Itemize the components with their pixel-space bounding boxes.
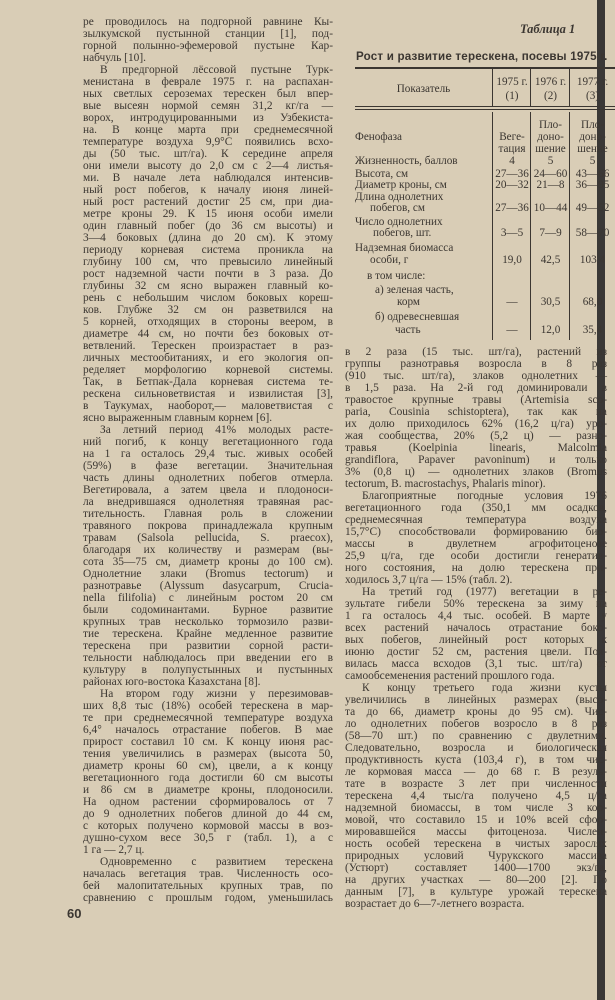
row-label: Диаметр кроны, см — [355, 179, 447, 191]
text-line: сравнению с прошлым годом, уменьшилась — [83, 892, 333, 904]
text-line: Благоприятные погодные условия 1976 — [362, 490, 607, 502]
cell-value: 30,5 — [540, 296, 561, 308]
text-line: ворох, интродуцированными из Узбекиста- — [83, 112, 333, 124]
text-line: данным [7], в культуре урожай терескена — [345, 886, 607, 898]
paragraph — [83, 688, 333, 856]
text-line: массы в двулетнем агрофитоценозе — [345, 538, 607, 550]
row-label: Высота, см — [355, 168, 409, 180]
text-line: тительность. Главная роль в сложении — [83, 508, 333, 520]
text-line: культуру в полупустынных и пустынных — [83, 664, 333, 676]
cell-value: Пло- — [581, 119, 604, 131]
text-line: набчуль [10]. — [83, 52, 146, 64]
table-title: Рост и развитие терескена, посевы 1975 г. — [356, 50, 608, 63]
cell-value: — — [506, 324, 518, 336]
text-line: самообсеменения растений прошлого года. — [345, 670, 555, 682]
text-line: ных светлых сероземах терескен был впер- — [83, 88, 333, 100]
text-line: крупных трав несколько тормозило разви- — [83, 616, 333, 628]
text-line: природных условий Чурукского массива — [345, 850, 607, 862]
data-table — [350, 60, 610, 350]
text-line: та до 66, диаметр кроны до 95 см). Чис- — [345, 706, 607, 718]
text-line: ный рост растений достиг 25 см, при диа- — [83, 196, 333, 208]
text-line: ределяет морфологию корневой системы. — [83, 364, 333, 376]
text-line: nella filifolia) с линейным ростом 20 см — [83, 592, 333, 604]
text-line: жая сообщества, 20% (5,2 ц) — разно- — [345, 430, 607, 442]
text-line: tectorum, B. macrostachys, Phalaris minor). — [345, 478, 546, 490]
text-line: в 2 раза (15 тыс. шт/га), растений из — [345, 346, 607, 358]
cell-value: 49—52 — [575, 202, 610, 214]
text-line: на. В конце марта при среднемесячной — [83, 124, 333, 136]
cell-value: доно- — [579, 131, 606, 143]
text-line: началась вегетация трав. Численность осо- — [83, 868, 333, 880]
text-line: На третий год (1977) вегетации в ре- — [362, 586, 607, 598]
text-line: мировавшейся массы фитоценоза. Числен- — [345, 826, 607, 838]
text-line: они имели высоту до 2,0 см с 2—4 листья- — [83, 160, 333, 172]
text-line: менистана в феврале 1975 г. на распахан- — [83, 76, 333, 88]
text-line: (58—70 шт.) по сравнению с двулетними. — [345, 730, 607, 742]
text-line: благодаря их количеству и размерам (вы- — [83, 544, 333, 556]
text-line: За летний период 41% молодых расте- — [100, 424, 333, 436]
text-line: один главный побег (до 36 см высоты) и — [83, 220, 333, 232]
text-line: надземной биомассы, в том числе 3 кор- — [345, 802, 607, 814]
text-line: 15,7°С) способствовали формированию био- — [345, 526, 607, 538]
text-line: ветвлений. Терескен произрастает в раз- — [83, 340, 333, 352]
text-line: горной полынно-эфемеровой пустыне Кар- — [83, 40, 333, 52]
text-line: вых побегов, линейный рост которых к — [345, 634, 607, 646]
paragraph — [83, 856, 333, 904]
right-text-column — [345, 346, 607, 910]
text-line: 3% (0,8 ц) — однолетних злаков (Bromus — [345, 466, 607, 478]
cell-value: доно- — [537, 131, 564, 143]
row-label: Число однолетних — [355, 216, 443, 228]
text-line: ний погиб, к концу вегетационного года — [83, 436, 333, 448]
column-header: (3) — [585, 90, 600, 102]
text-line: ность особей терескена в чистых зарослях — [345, 838, 607, 850]
text-line: в Таукумах, наоборот,— маловетвистая с — [83, 400, 333, 412]
text-line: группы разнотравья возросла в 8 раз — [345, 358, 607, 370]
cell-value: Пло- — [539, 119, 562, 131]
row-label: побегов, см — [370, 202, 425, 214]
text-line: (59%) в фазе вегетации. Значительная — [83, 460, 333, 472]
row-label: побегов, шт. — [373, 227, 432, 239]
text-line: рескена сильноветвистая и извилистая [3], — [83, 388, 333, 400]
text-line: ми. В начале лета наблюдался интенсив- — [83, 172, 333, 184]
text-line: тельности наблюдалось при введении его в — [83, 652, 333, 664]
cell-value: 36—95 — [575, 179, 610, 191]
cell-value: 27—36 — [495, 168, 529, 180]
text-line: (Устюрт) составляет 1400—1700 экз/га, — [345, 862, 607, 874]
cell-value: 24—60 — [533, 168, 568, 180]
text-line: диаметр кроны 60 см), цвели, а к концу — [83, 760, 333, 772]
row-label: часть — [395, 324, 421, 336]
column-header: (1) — [505, 90, 519, 102]
text-line: В предгорной лёссовой пустыне Турк- — [100, 64, 333, 76]
page-number: 60 — [67, 906, 82, 921]
text-line: травостое крупные травы (Artemisia sco- — [345, 394, 607, 406]
text-line: были содоминантами. Бурное развитие — [83, 604, 333, 616]
text-line: ного состояния, на долю терескена при- — [345, 562, 607, 574]
text-line: температуре воздуха 9,9°С появились всхо- — [83, 136, 333, 148]
text-line: вегетационного года (350,1 мм осадков, — [345, 502, 607, 514]
text-line: ков. Глубже 32 см он разветвился на — [83, 304, 333, 316]
row-label: б) одревесневшая — [375, 311, 460, 323]
cell-value: 103,4 — [579, 254, 606, 266]
text-line: тате в возрасте 3 лет при численности — [345, 778, 607, 790]
text-line: grandiflora, Papaver pavoninum) и только — [345, 454, 607, 466]
text-line: ды (50 тыс. шт/га). К середине апреля — [83, 148, 333, 160]
text-line: в 1,5 раза. На 2-й год доминировали в — [345, 382, 607, 394]
text-line: на 1 га осталось 29,4 тыс. живых особей — [83, 448, 333, 460]
cell-value: 27—36 — [495, 202, 529, 214]
text-line: 25,9 ц/га, где особи достигли генератив- — [345, 550, 607, 562]
text-line: На одном растении сформировалось от 7 — [83, 796, 333, 808]
text-line: Так, в Бетпак-Дала корневая система те- — [83, 376, 333, 388]
text-line: Однолетние злаки (Bromus tectorum) и — [83, 568, 333, 580]
text-line: 1 га осталось 4,4 тыс. особей. В марте у — [345, 610, 607, 622]
text-line: тения увеличились в размерах (высота 50, — [83, 748, 333, 760]
column-header: 1976 г. — [534, 76, 567, 88]
text-line: ле кормовая масса — до 68 г. В резуль- — [345, 766, 607, 778]
cell-value: 19,0 — [502, 254, 522, 266]
text-line: травам (Salsola pellucida, S. praecox), — [83, 532, 333, 544]
text-line: вегетационного года достигли 60 см высоты — [83, 772, 333, 784]
text-line: рень с небольшим числом боковых кореш- — [83, 292, 333, 304]
header-indicator: Показатель — [396, 83, 451, 95]
text-line: те при среднемесячной температуре воздуха — [83, 712, 333, 724]
text-line: На втором году жизни у перезимовав- — [100, 688, 333, 700]
text-line: вилась масса всходов (3,1 тыс. шт/га) от — [345, 658, 607, 670]
text-line: К концу третьего года жизни кусты — [362, 682, 607, 694]
text-line: увеличились в линейных размерах (высо- — [345, 694, 607, 706]
text-line: прирост составил 10 см. К концу июня рас- — [83, 736, 333, 748]
cell-value: 43—66 — [575, 168, 610, 180]
text-line: ла внедрившаяся однолетняя травяная рас- — [83, 496, 333, 508]
paragraph — [83, 16, 333, 64]
cell-value: 68,0 — [582, 296, 603, 308]
text-line: на других участках — 80—200 [2]. По — [345, 874, 607, 886]
row-label: в том числе: — [367, 270, 426, 282]
cell-value: 58—70 — [575, 227, 610, 239]
text-line: 1 га — 2,7 ц. — [83, 844, 145, 856]
cell-value: 5 — [547, 155, 554, 167]
text-line: (910 тыс. шт/га), злаков однолетних — — [345, 370, 607, 382]
text-line: 6,4° началось отрастание побегов. В мае — [83, 724, 333, 736]
cell-value: 21—8 — [536, 179, 565, 191]
cell-value: тация — [498, 143, 526, 155]
column-header: 1977 г. — [576, 76, 609, 88]
text-line: глубину 100 см, что превысило линейный — [83, 256, 333, 268]
text-line: терескена 4,4 тыс/га получено 4,5 ц/га — [345, 790, 607, 802]
text-line: Следовательно, возросла и биологическая — [345, 742, 607, 754]
paragraph — [83, 424, 333, 688]
text-line: рост надземной части почти в 3 раза. До — [83, 268, 333, 280]
text-line: июню достиг 52 см, растения цвели. Поя- — [345, 646, 607, 658]
cell-value: 10—44 — [533, 202, 568, 214]
cell-value: 4 — [509, 155, 515, 167]
cell-value: Веге- — [499, 131, 525, 143]
paragraph — [83, 64, 333, 424]
text-line: зылкумской пустынной станции [1], под- — [83, 28, 333, 40]
text-line: душно-сухом весе 30,5 г (табл. 1), а с — [83, 832, 333, 844]
text-line: их долю приходилось 62% (16,2 ц/га) уро- — [345, 418, 607, 430]
text-line: сота 35—75 см, диаметр кроны до 100 см). — [83, 556, 333, 568]
text-line: ходилось 3,7 ц/га — 15% (табл. 2). — [345, 574, 513, 586]
text-line: личных местообитаниях, и его экология оп- — [83, 352, 333, 364]
text-line: среднемесячная температура воздуха — [345, 514, 607, 526]
text-line: районах юго-востока Казахстана [8]. — [83, 676, 261, 688]
text-line: ших 8,8 тыс (18%) особей терескена в мар- — [83, 700, 333, 712]
text-line: Вегетировала, а затем цвела и плодоноси- — [83, 484, 333, 496]
text-line: разнотравье (Alyssum dasycarpum, Crucia- — [83, 580, 333, 592]
text-line: травяного покрова принадлежала крупным — [83, 520, 333, 532]
text-line: до 9 однолетних побегов длиной до 44 см, — [83, 808, 333, 820]
text-line: ный рост побегов, к началу июня линей- — [83, 184, 333, 196]
text-line: paria, Cousinia schistoptera), так как на — [345, 406, 607, 418]
text-line: всех растений началось отрастание боко- — [345, 622, 607, 634]
row-label: Надземная биомасса — [355, 242, 454, 254]
column-header: (2) — [543, 90, 558, 102]
cell-value: 42,5 — [540, 254, 561, 266]
text-line: с которых получено кормовой массы в воз- — [83, 820, 333, 832]
text-line: зультате гибели 50% терескена за зиму на — [345, 598, 607, 610]
cell-value: 7—9 — [539, 227, 562, 239]
text-line: продуктивность куста (103,4 г), в том чис- — [345, 754, 607, 766]
paragraph — [345, 586, 607, 682]
text-line: глубины 32 см ясно выражен главный ко- — [83, 280, 333, 292]
row-label: Длина однолетних — [355, 191, 444, 203]
text-line: периоду корневая система проникла на — [83, 244, 333, 256]
header-rule-2 — [355, 109, 615, 110]
cell-value: шение — [535, 143, 566, 155]
cell-value: 12,0 — [540, 324, 561, 336]
left-text-column — [83, 16, 333, 904]
row-label: а) зеленая часть, — [375, 284, 454, 296]
paragraph — [345, 490, 607, 586]
text-line: возрастает до 6—7-летнего возраста. — [345, 898, 525, 910]
text-line: 5 корней, отходящих в стороны веером, в — [83, 316, 333, 328]
header-rule — [355, 106, 615, 107]
paragraph — [345, 346, 607, 490]
text-line: тие терескена. Крайне медленное развитие — [83, 628, 333, 640]
table-top-rule — [355, 67, 615, 69]
right-text-column-clip — [345, 346, 607, 916]
column-header: 1975 г. — [496, 76, 528, 88]
cell-value: — — [506, 296, 518, 308]
cell-value: 5 — [589, 155, 596, 167]
text-line: вые высеян нормой семян 31,2 кг/га — — [83, 100, 333, 112]
text-line: ло однолетних побегов возросло в 8 раз — [345, 718, 607, 730]
cell-value: 20—32 — [495, 179, 529, 191]
text-line: часть длины однолетних побегов отмерла. — [83, 472, 333, 484]
cell-value: 35,4 — [582, 324, 603, 336]
text-line: ре проводилось на подгорной равнине Кы- — [83, 16, 333, 28]
text-line: терескена при развитии сорной расти- — [83, 640, 333, 652]
text-line: бей малопитательных крупных трав, по — [83, 880, 333, 892]
text-line: метре кроны 29. К 15 июня особи имели — [83, 208, 333, 220]
text-line: и 86 см в диаметре кроны, плодоносили. — [83, 784, 333, 796]
row-label: Жизненность, баллов — [355, 155, 458, 167]
row-label: особи, г — [370, 254, 409, 266]
cell-value: 3—5 — [500, 227, 524, 239]
row-label: Фенофаза — [355, 131, 402, 143]
text-line: ясно выраженным главным корнем [6]. — [83, 412, 273, 424]
cell-value: шение — [577, 143, 608, 155]
table-number: Таблица 1 — [520, 22, 576, 36]
text-line: мовой, что составило 15 и 10% всей сфор- — [345, 814, 607, 826]
paragraph — [345, 682, 607, 910]
text-line: травья (Koelpinia linearis, Malcolmia — [345, 442, 607, 454]
text-line: 3—4 боковых (длина до 20 см). К этому — [83, 232, 333, 244]
text-line: Одновременно с развитием терескена — [100, 856, 333, 868]
row-label: корм — [397, 296, 420, 308]
text-line: диаметре 44 см, но почти без боковых от- — [83, 328, 333, 340]
